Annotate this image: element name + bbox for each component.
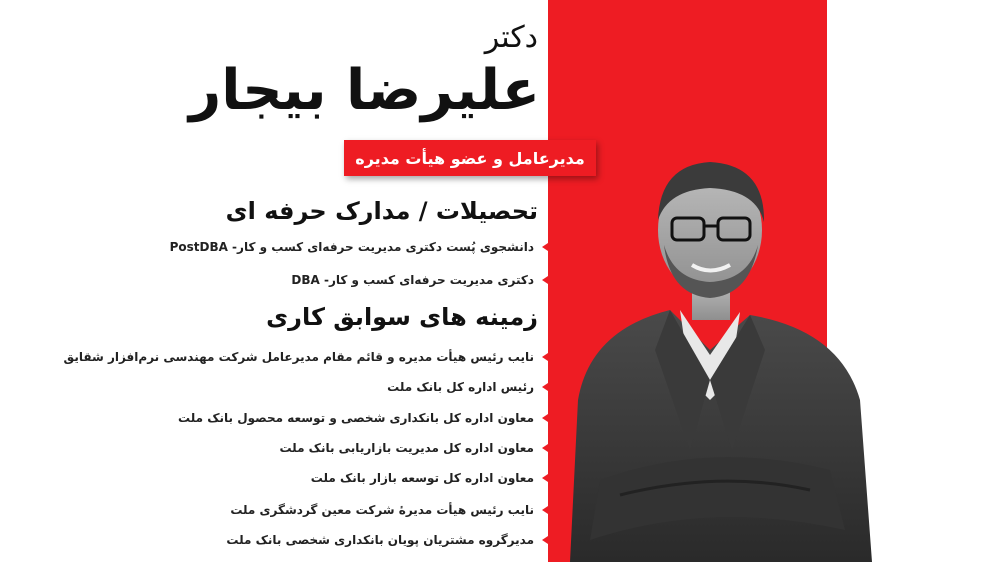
- list-item: نایب رئیس هیأت مدیره و قائم مقام مدیرعامل شرکت مهندسی نرم‌افزار شقایق: [64, 350, 549, 364]
- bullet-icon: [542, 444, 548, 452]
- bullet-icon: [542, 414, 548, 422]
- list-item: دانشجوی پُست دکتری مدیریت حرفه‌ای کسب و کار- PostDBA: [170, 240, 548, 254]
- honorific-title: دکتر: [484, 20, 538, 55]
- bullet-icon: [542, 536, 548, 544]
- bullet-icon: [542, 383, 548, 391]
- role-badge: [344, 140, 596, 176]
- role-label: مدیرعامل و عضو هیأت مدیره: [355, 148, 585, 168]
- education-section-title: تحصیلات / مدارک حرفه ای: [225, 197, 538, 225]
- list-item: معاون اداره کل توسعه بازار بانک ملت: [311, 471, 548, 485]
- list-item: مدیرگروه مشتریان پویان بانکداری شخصی بانک ملت: [226, 533, 548, 547]
- person-name: علیرضا بیجار: [189, 58, 540, 123]
- portrait-photo: [560, 150, 880, 562]
- bullet-icon: [542, 506, 548, 514]
- bullet-icon: [542, 474, 548, 482]
- list-item: معاون اداره کل بانکداری شخصی و توسعه محصول بانک ملت: [178, 411, 548, 425]
- bullet-icon: [542, 276, 548, 284]
- list-item: نایب رئیس هیأت مدیرهٔ شرکت معین گردشگری ملت: [230, 503, 548, 517]
- list-item: دکتری مدیریت حرفه‌ای کسب و کار- DBA: [291, 273, 548, 287]
- bullet-icon: [542, 353, 548, 361]
- list-item: رئیس اداره کل بانک ملت: [387, 380, 548, 394]
- list-item: معاون اداره کل مدیریت بازاریابی بانک ملت: [279, 441, 548, 455]
- bullet-icon: [542, 243, 548, 251]
- experience-section-title: زمینه های سوابق کاری: [266, 303, 538, 331]
